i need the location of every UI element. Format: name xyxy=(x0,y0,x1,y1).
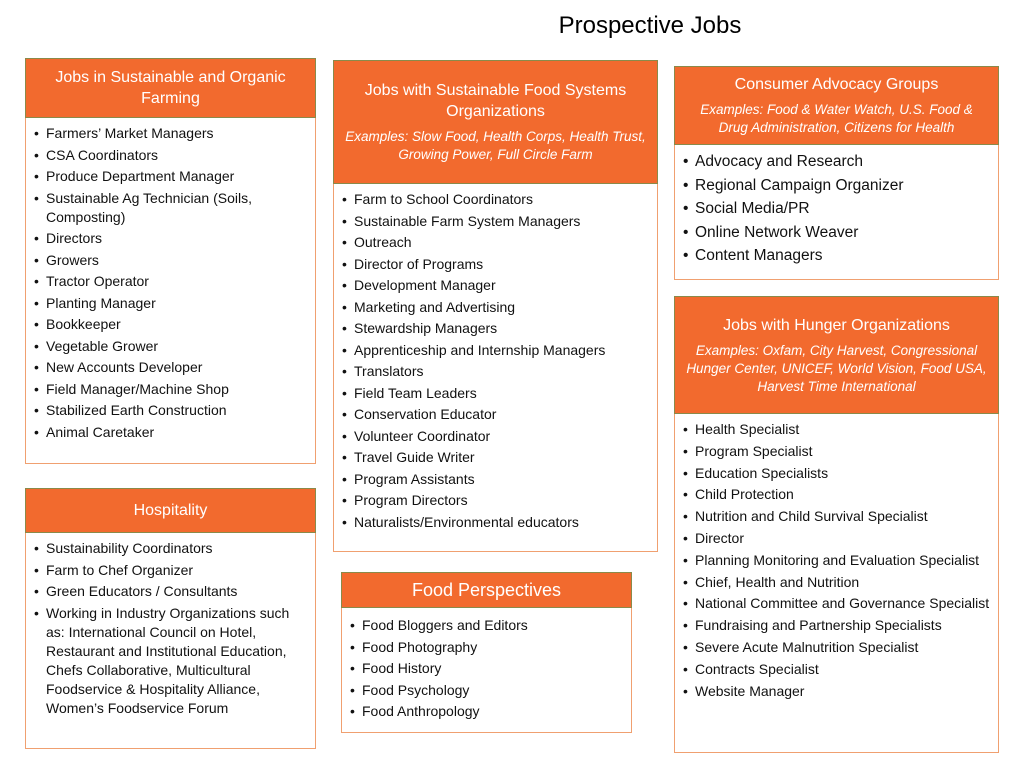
list-item: • Apprenticeship and Internship Managers xyxy=(342,341,649,360)
list-item: • Health Specialist xyxy=(683,420,990,439)
list-item: • Stabilized Earth Construction xyxy=(34,401,307,420)
list-item: • Food History xyxy=(350,659,623,678)
job-list xyxy=(675,145,998,266)
list-item: • Social Media/PR xyxy=(683,198,990,219)
card-header xyxy=(674,296,999,414)
card-sustainable-organic-farming xyxy=(25,58,316,464)
card-title: Jobs with Sustainable Food Systems Organizations xyxy=(364,82,627,120)
list-item: • CSA Coordinators xyxy=(34,146,307,165)
list-item: • Program Assistants xyxy=(342,470,649,489)
list-item: • Field Team Leaders xyxy=(342,384,649,403)
list-item: • Tractor Operator xyxy=(34,272,307,291)
list-item: • Bookkeeper xyxy=(34,315,307,334)
list-item: • Directors xyxy=(34,229,307,248)
card-header xyxy=(674,66,999,145)
list-item: • Volunteer Coordinator xyxy=(342,427,649,446)
list-item: • Director xyxy=(683,529,990,548)
list-item: • Conservation Educator xyxy=(342,405,649,424)
list-item: • Farmers’ Market Managers xyxy=(34,124,307,143)
list-item: • Sustainable Ag Technician (Soils, Composting) xyxy=(34,189,307,227)
list-item: • Content Managers xyxy=(683,245,990,266)
list-item: • Child Protection xyxy=(683,485,990,504)
list-item: • Contracts Specialist xyxy=(683,660,990,679)
list-item: • Chief, Health and Nutrition xyxy=(683,573,990,592)
list-item: • Field Manager/Machine Shop xyxy=(34,380,307,399)
list-item: • Green Educators / Consultants xyxy=(34,582,307,601)
list-item: • Fundraising and Partnership Specialists xyxy=(683,616,990,635)
card-title: Jobs with Hunger Organizations xyxy=(723,316,950,334)
card-hunger-organizations xyxy=(674,296,999,753)
job-list xyxy=(334,184,657,532)
list-item: • Regional Campaign Organizer xyxy=(683,175,990,196)
list-item: • Online Network Weaver xyxy=(683,222,990,243)
list-item: • Website Manager xyxy=(683,682,990,701)
list-item: • Program Specialist xyxy=(683,442,990,461)
list-item: • Food Bloggers and Editors xyxy=(350,616,623,635)
job-list xyxy=(675,414,998,701)
card-title: Jobs in Sustainable and Organic Farming xyxy=(55,69,286,107)
card-sustainable-food-systems xyxy=(333,60,658,552)
list-item: • Nutrition and Child Survival Specialist xyxy=(683,507,990,526)
list-item: • Travel Guide Writer xyxy=(342,448,649,467)
list-item: • Growers xyxy=(34,251,307,270)
card-header xyxy=(25,58,316,118)
list-item: • Food Psychology xyxy=(350,681,623,700)
card-header xyxy=(333,60,658,184)
list-item: • Produce Department Manager xyxy=(34,167,307,186)
job-list xyxy=(342,608,631,721)
list-item: • Animal Caretaker xyxy=(34,423,307,442)
list-item: • Director of Programs xyxy=(342,255,649,274)
list-item: • Naturalists/Environmental educators xyxy=(342,513,649,532)
list-item: • Severe Acute Malnutrition Specialist xyxy=(683,638,990,657)
list-item: • Vegetable Grower xyxy=(34,337,307,356)
list-item: • Sustainable Farm System Managers xyxy=(342,212,649,231)
list-item: • Education Specialists xyxy=(683,464,990,483)
card-examples: Examples: Food & Water Watch, U.S. Food & Drug Administration, Citizens for Health xyxy=(700,102,973,135)
list-item: • Farm to Chef Organizer xyxy=(34,561,307,580)
list-item: • National Committee and Governance Specialist xyxy=(683,594,990,613)
page-title: Prospective Jobs xyxy=(558,12,742,39)
list-item: • Planning Monitoring and Evaluation Specialist xyxy=(683,551,990,570)
list-item: • Food Photography xyxy=(350,638,623,657)
job-list xyxy=(26,118,315,442)
card-header xyxy=(341,572,632,608)
list-item: • New Accounts Developer xyxy=(34,358,307,377)
list-item: • Outreach xyxy=(342,233,649,252)
job-list xyxy=(26,533,315,718)
card-header xyxy=(25,488,316,533)
list-item: • Translators xyxy=(342,362,649,381)
card-title: Consumer Advocacy Groups xyxy=(734,76,939,93)
list-item: • Food Anthropology xyxy=(350,702,623,721)
card-title: Hospitality xyxy=(133,502,208,519)
card-hospitality xyxy=(25,488,316,749)
list-item: • Farm to School Coordinators xyxy=(342,190,649,209)
card-examples: Examples: Oxfam, City Harvest, Congressional Hunger Center, UNICEF, World Vision, Food USA, Harvest Time International xyxy=(686,342,987,394)
list-item: • Marketing and Advertising xyxy=(342,298,649,317)
list-item: • Advocacy and Research xyxy=(683,151,990,172)
card-consumer-advocacy xyxy=(674,66,999,280)
card-examples: Examples: Slow Food, Health Corps, Health Trust, Growing Power, Full Circle Farm xyxy=(345,129,646,162)
card-food-perspectives xyxy=(341,572,632,733)
list-item: • Planting Manager xyxy=(34,294,307,313)
list-item: • Sustainability Coordinators xyxy=(34,539,307,558)
list-item: • Development Manager xyxy=(342,276,649,295)
card-title: Food Perspectives xyxy=(411,579,562,600)
list-item: • Stewardship Managers xyxy=(342,319,649,338)
list-item: • Program Directors xyxy=(342,491,649,510)
list-item: • Working in Industry Organizations such as: International Council on Hotel, Restaurant and Institutional Education, Chefs Collaborative, Multicultural Foodservice & Hospitality Alliance, Women’s Foodservice Forum xyxy=(34,604,307,718)
